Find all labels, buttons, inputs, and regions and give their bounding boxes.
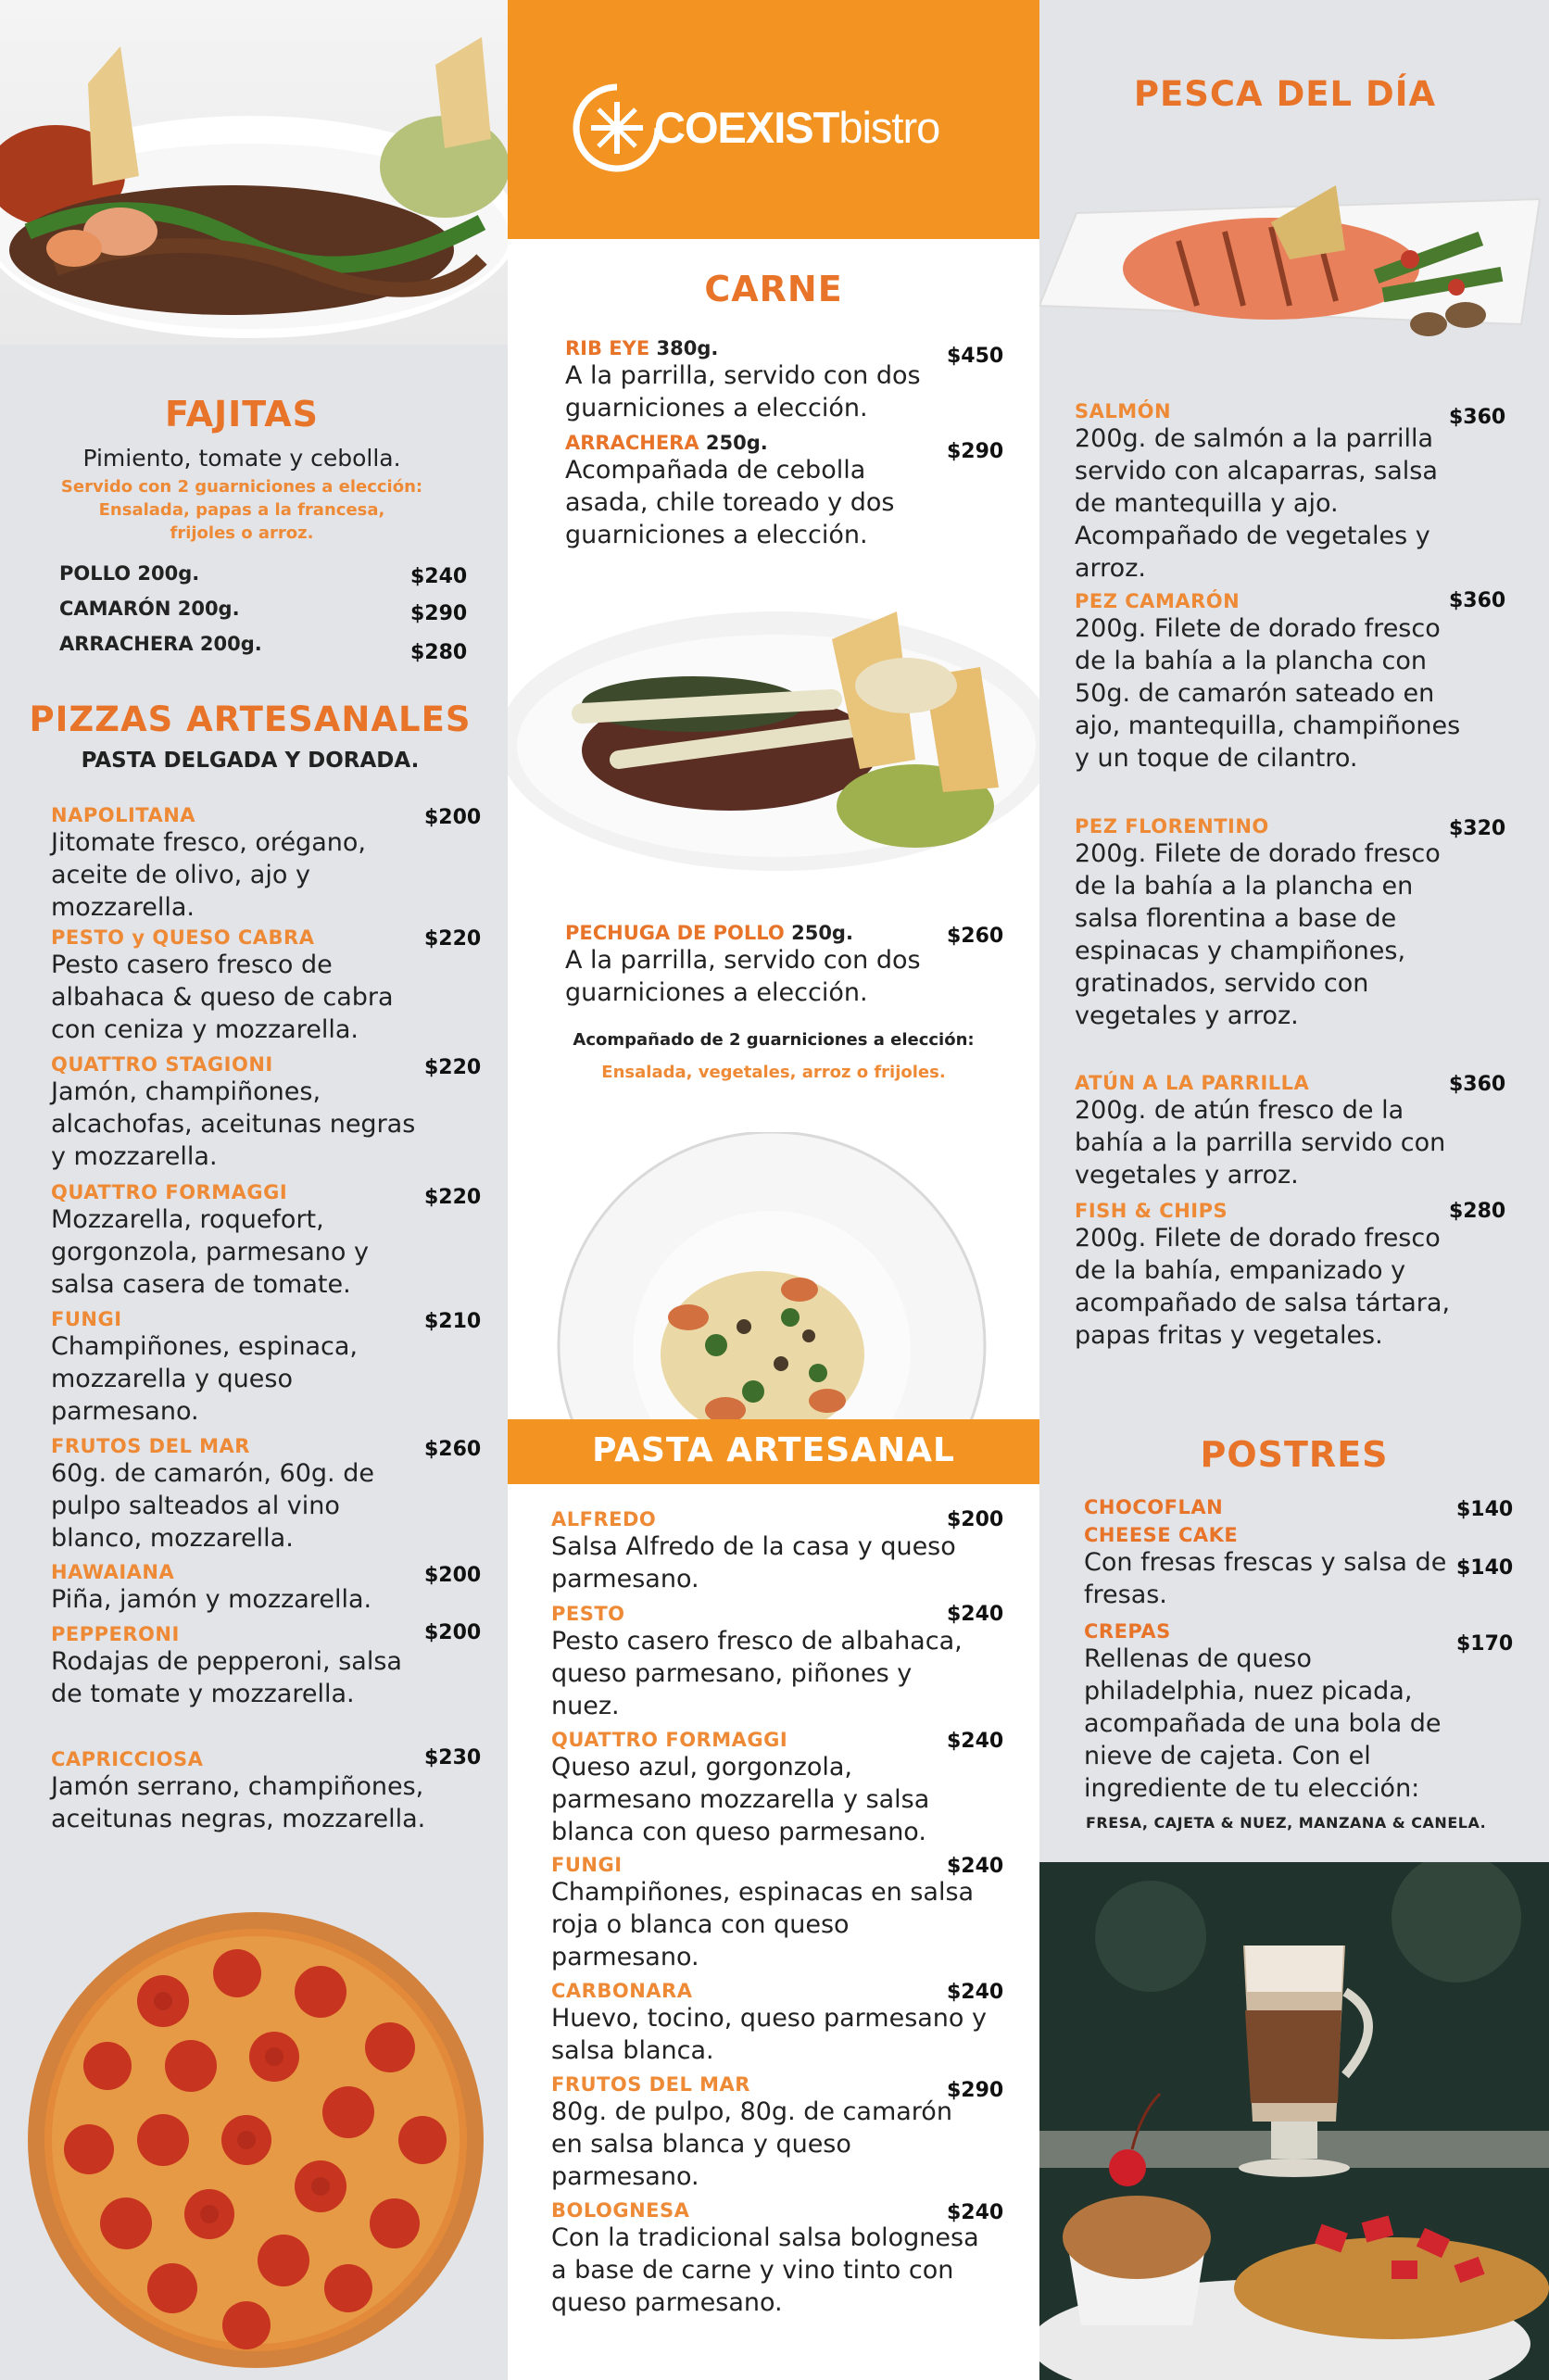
- pesca-item: [1075, 1072, 1464, 1200]
- fajitas-item-name: POLLO 200g.: [59, 562, 200, 585]
- postres-list: [1084, 1496, 1455, 1805]
- postre-desc: Rellenas de queso philadelphia, nuez picada, acompañada de una bola de nieve de cajeta. Con el ingrediente de tu elección:: [1084, 1644, 1442, 1803]
- pizza-name: CAPRICCIOSA: [51, 1748, 204, 1770]
- pizza-desc: Mozzarella, roquefort, gorgonzola, parmesano y salsa casera de tomate.: [51, 1205, 369, 1299]
- pizza-item: [51, 926, 431, 1053]
- fajitas-title: FAJITAS: [164, 394, 320, 434]
- fajitas-item-price: $290: [410, 602, 468, 625]
- pasta-desc: Con la tradicional salsa bolognesa a base de carne y vino tinto con queso parmesano.: [551, 2223, 979, 2317]
- pizza-price: $230: [424, 1746, 482, 1769]
- pizza-price: $210: [424, 1310, 482, 1333]
- pizza-name: FUNGI: [51, 1308, 122, 1330]
- carne-item-name: ARRACHERA: [565, 432, 699, 454]
- pizza-price: $260: [424, 1438, 482, 1461]
- postre-price: $140: [1456, 1556, 1514, 1580]
- pesca-item: [1075, 815, 1464, 1072]
- pesca-desc: 200g. Filete de dorado fresco de la bahía, empanizado y acompañado de salsa tártara, papas fritas y vegetales.: [1075, 1224, 1451, 1350]
- fajitas-note-2: Ensalada, papas a la francesa,: [98, 500, 385, 520]
- pasta-desc: Queso azul, gorgonzola, parmesano mozzarella y salsa blanca con queso parmesano.: [551, 1753, 930, 1846]
- pizza-list: [51, 804, 431, 1835]
- carne-item-desc: A la parrilla, servido con dos guarniciones a elección.: [565, 946, 921, 1007]
- postre-name: CREPAS: [1084, 1620, 1171, 1643]
- postre-price: $170: [1456, 1632, 1514, 1656]
- pasta-name: FRUTOS DEL MAR: [551, 2073, 750, 2096]
- carne-item-weight: 250g.: [791, 922, 853, 944]
- logo-banner: [508, 0, 1039, 239]
- fajitas-note-3: frijoles o arroz.: [170, 523, 314, 543]
- postre-item: [1084, 1496, 1455, 1524]
- fajitas-desc: Pimiento, tomate y cebolla.: [82, 445, 401, 472]
- pizza-name: QUATTRO FORMAGGI: [51, 1181, 288, 1203]
- pizza-name: QUATTRO STAGIONI: [51, 1053, 273, 1076]
- pasta-price: $240: [947, 1603, 1004, 1626]
- pesca-price: $360: [1449, 589, 1506, 612]
- pizza-name: PEPPERONI: [51, 1623, 180, 1645]
- pasta-list: [551, 1508, 987, 2319]
- carne-item: [565, 337, 991, 424]
- pesca-item: [1075, 400, 1464, 590]
- postres-title: POSTRES: [1200, 1434, 1389, 1475]
- carne-item-weight: 380g.: [656, 337, 719, 359]
- pizza-photo: [24, 1908, 487, 2372]
- carne-item-header: [565, 337, 991, 359]
- postre-item: [1084, 1524, 1455, 1620]
- pizza-price: $200: [424, 1621, 482, 1644]
- carne-item-price: $260: [947, 925, 1004, 948]
- pasta-title: PASTA ARTESANAL: [592, 1431, 955, 1469]
- postres-options: FRESA, CAJETA & NUEZ, MANZANA & CANELA.: [1086, 1814, 1487, 1832]
- pasta-item: [551, 2073, 987, 2199]
- pesca-name: SALMÓN: [1075, 400, 1172, 422]
- pizza-item: [51, 1435, 431, 1561]
- left-column: [0, 0, 508, 2380]
- pizza-price: $200: [424, 1564, 482, 1587]
- pasta-banner: [508, 1419, 1039, 1484]
- fajitas-item-name: CAMARÓN 200g.: [59, 598, 240, 620]
- pesca-price: $360: [1449, 1073, 1506, 1096]
- pizza-desc: Piña, jamón y mozzarella.: [51, 1585, 372, 1614]
- pasta-item: [551, 1729, 987, 1854]
- logo-suffix: bistro: [838, 103, 940, 152]
- pizza-desc: Pesto casero fresco de albahaca & queso de cabra con ceniza y mozzarella.: [51, 951, 394, 1044]
- pasta-name: BOLOGNESA: [551, 2199, 690, 2222]
- carne-item: [565, 922, 991, 1009]
- pizza-desc: Champiñones, espinaca, mozzarella y queso parmesano.: [51, 1332, 358, 1426]
- pizza-item: [51, 1053, 431, 1181]
- pesca-desc: 200g. Filete de dorado fresco de la bahía a la plancha con 50g. de camarón sateado en ajo, mantequilla, champiñones y un toque de cilantro.: [1075, 614, 1461, 773]
- pasta-price: $240: [947, 1855, 1004, 1878]
- pizzas-subtitle: PASTA DELGADA Y DORADA.: [81, 749, 420, 773]
- dessert-photo: [1039, 1862, 1549, 2380]
- pesca-name: PEZ CAMARÓN: [1075, 590, 1240, 612]
- postre-desc: Con fresas frescas y salsa de fresas.: [1084, 1548, 1447, 1609]
- pasta-photo: [522, 1132, 1022, 1419]
- pesca-desc: 200g. Filete de dorado fresco de la bahía a la plancha en salsa florentina a base de espinacas y champiñones, gratinados, servido con vegetales y arroz.: [1075, 839, 1441, 1030]
- pasta-name: ALFREDO: [551, 1508, 657, 1530]
- carne-item-desc: A la parrilla, servido con dos guarniciones a elección.: [565, 361, 921, 422]
- pasta-price: $240: [947, 2201, 1004, 2224]
- pizza-item: [51, 804, 431, 926]
- right-column: [1039, 0, 1549, 2380]
- pizza-desc: Jamón serrano, champiñones, aceitunas negras, mozzarella.: [51, 1772, 426, 1833]
- carne-item-header: [565, 432, 991, 454]
- pizza-item: [51, 1181, 431, 1308]
- carne-note-2: Ensalada, vegetales, arroz o frijoles.: [601, 1063, 946, 1082]
- pizza-price: $200: [424, 806, 482, 829]
- pasta-price: $200: [947, 1508, 1004, 1531]
- logo-brand: COEXIST: [654, 103, 839, 152]
- pizza-price: $220: [424, 1056, 482, 1079]
- carne-item-header: [565, 922, 991, 944]
- pizza-desc: 60g. de camarón, 60g. de pulpo salteados al vino blanco, mozzarella.: [51, 1459, 374, 1553]
- pasta-item: [551, 1980, 987, 2073]
- pasta-item: [551, 1603, 987, 1729]
- pesca-price: $360: [1449, 406, 1506, 429]
- pizza-name: FRUTOS DEL MAR: [51, 1435, 250, 1457]
- pizza-desc: Jamón, champiñones, alcachofas, aceitunas negras y mozzarella.: [51, 1077, 416, 1171]
- pasta-name: PESTO: [551, 1603, 625, 1625]
- pesca-item: [1075, 590, 1464, 815]
- fajitas-item-price: $280: [410, 641, 468, 664]
- carne-item-weight: 250g.: [705, 432, 768, 454]
- pesca-name: FISH & CHIPS: [1075, 1200, 1228, 1222]
- postre-name: CHOCOFLAN: [1084, 1496, 1224, 1518]
- pasta-item: [551, 1854, 987, 1980]
- pesca-name: ATÚN A LA PARRILLA: [1075, 1072, 1310, 1094]
- pizza-name: HAWAIANA: [51, 1561, 175, 1583]
- logo-mark-icon: [571, 82, 663, 174]
- pesca-price: $320: [1449, 817, 1506, 840]
- steak-photo: [508, 574, 1039, 880]
- pizza-name: NAPOLITANA: [51, 804, 196, 826]
- salmon-photo: [1039, 185, 1549, 361]
- pesca-price: $280: [1449, 1200, 1506, 1223]
- carne-note-1: Acompañado de 2 guarniciones a elección:: [573, 1030, 975, 1050]
- postre-price: $140: [1456, 1498, 1514, 1521]
- pasta-price: $240: [947, 1981, 1004, 2004]
- pesca-desc: 200g. de salmón a la parrilla servido con alcaparras, salsa de mantequilla y ajo. Acompañado de vegetales y arroz.: [1075, 424, 1438, 583]
- pizza-desc: Jitomate fresco, orégano, aceite de olivo, ajo y mozzarella.: [51, 828, 366, 922]
- fajitas-note-1: Servido con 2 guarniciones a elección:: [60, 477, 423, 497]
- pizza-price: $220: [424, 1186, 482, 1209]
- pasta-name: CARBONARA: [551, 1980, 693, 2002]
- pasta-name: QUATTRO FORMAGGI: [551, 1729, 788, 1751]
- pasta-desc: 80g. de pulpo, 80g. de camarón en salsa blanca y queso parmesano.: [551, 2097, 952, 2191]
- pizza-item: [51, 1308, 431, 1435]
- pasta-desc: Champiñones, espinacas en salsa roja o blanca con queso parmesano.: [551, 1878, 975, 1971]
- pasta-price: $290: [947, 2079, 1004, 2102]
- pesca-list: [1075, 400, 1464, 1352]
- pesca-name: PEZ FLORENTINO: [1075, 815, 1269, 837]
- carne-item-price: $450: [947, 345, 1004, 368]
- pesca-desc: 200g. de atún fresco de la bahía a la parrilla servido con vegetales y arroz.: [1075, 1096, 1446, 1190]
- fajitas-item-name: ARRACHERA 200g.: [59, 633, 262, 655]
- postre-item: [1084, 1620, 1455, 1805]
- pizza-item: [51, 1561, 431, 1623]
- pasta-price: $240: [947, 1730, 1004, 1753]
- pizza-item: [51, 1623, 431, 1748]
- pesca-item: [1075, 1200, 1464, 1352]
- pasta-desc: Pesto casero fresco de albahaca, queso parmesano, piñones y nuez.: [551, 1627, 963, 1720]
- carne-item-name: PECHUGA DE POLLO: [565, 922, 785, 944]
- pasta-item: [551, 2199, 987, 2319]
- pasta-desc: Huevo, tocino, queso parmesano y salsa blanca.: [551, 2004, 987, 2065]
- pizzas-title: PIZZAS ARTESANALES: [29, 699, 472, 739]
- carne-item: [565, 432, 991, 551]
- pizza-item: [51, 1748, 431, 1835]
- middle-column: [508, 0, 1039, 2380]
- carne-item-desc: Acompañada de cebolla asada, chile toreado y dos guarniciones a elección.: [565, 456, 895, 549]
- pesca-title: PESCA DEL DÍA: [1133, 74, 1437, 114]
- pizza-price: $220: [424, 927, 482, 951]
- postre-name: CHEESE CAKE: [1084, 1524, 1239, 1546]
- carne-title: CARNE: [704, 269, 843, 309]
- logo-text: [654, 102, 939, 153]
- carne-item-price: $290: [947, 440, 1004, 463]
- pizza-desc: Rodajas de pepperoni, salsa de tomate y mozzarella.: [51, 1647, 402, 1708]
- pasta-desc: Salsa Alfredo de la casa y queso parmesano.: [551, 1532, 956, 1593]
- fajitas-item-price: $240: [410, 565, 468, 588]
- carne-item-name: RIB EYE: [565, 337, 650, 359]
- fajitas-photo: [0, 0, 508, 345]
- pizza-name: PESTO y QUESO CABRA: [51, 926, 315, 949]
- pasta-item: [551, 1508, 987, 1603]
- pasta-name: FUNGI: [551, 1854, 623, 1876]
